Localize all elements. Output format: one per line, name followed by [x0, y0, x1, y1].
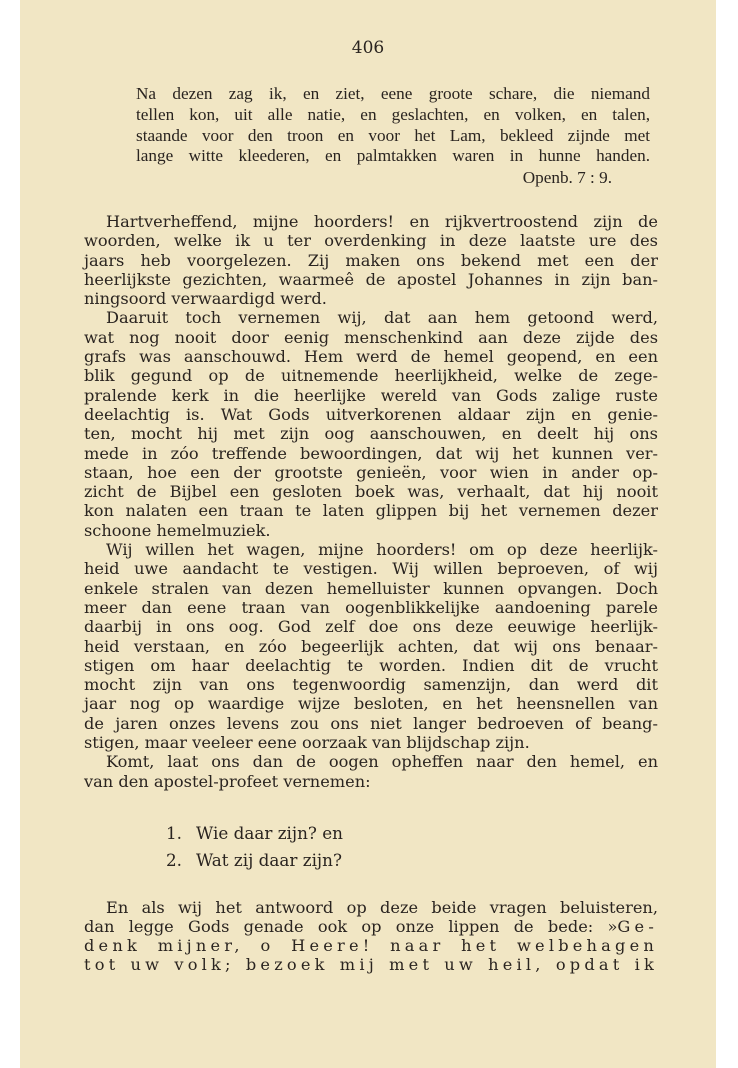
text-line: deelachtig is. Wat Gods uitverkorenen aldaar zijn en genie- — [84, 404, 658, 424]
text-line: stigen om haar deelachtig te worden. Indien dit de vrucht — [84, 655, 658, 675]
spacer — [84, 878, 658, 897]
text-line: meer dan eene traan van oogenblikkelijke aandoening parele — [84, 597, 658, 617]
text-line: Wij willen het wagen, mijne hoorders! om op deze heerlijk- — [106, 540, 658, 560]
text-line: En als wij het antwoord op deze beide vragen beluisteren, — [106, 897, 658, 917]
epigraph-line: lange witte kleederen, en palmtakken waren in hunne handen. — [136, 146, 650, 166]
text-line: enkele stralen van dezen hemelluister kunnen opvangen. Doch — [84, 578, 658, 598]
list-text: Wat zij daar zijn? — [196, 850, 342, 871]
text-line: ningsoord verwaardigd werd. — [84, 289, 327, 309]
list-number: 2. — [166, 850, 183, 871]
page-number: 406 — [351, 38, 385, 58]
text-line: heid uwe aandacht te vestigen. Wij willen beproeven, of wij — [84, 559, 658, 579]
text-line: woorden, welke ik u ter overdenking in deze laatste ure des — [84, 231, 658, 251]
text-fragment: dan legge Gods genade ook op onze lippen de bede: » — [84, 916, 618, 936]
sermon-body — [84, 212, 658, 975]
text-line: kon nalaten een traan te laten glippen bij het vernemen dezer — [84, 501, 658, 521]
epigraph-quote — [136, 84, 650, 167]
text-line: de jaren onzes levens zou ons niet langer bedroeven of beang- — [84, 713, 658, 733]
spacer — [84, 791, 658, 810]
text-line: jaar nog op waardige wijze besloten, en het heensnellen van — [84, 694, 658, 714]
text-line: Komt, laat ons dan de oogen opheffen naar den hemel, en — [106, 752, 658, 772]
text-line: mede in zóo treffende bewoordingen, dat wij het kunnen ver- — [84, 443, 658, 463]
text-line: mocht zijn van ons tegenwoordig samenzijn, dan werd dit — [84, 675, 658, 695]
question-list — [84, 820, 658, 874]
text-line: grafs was aanschouwd. Hem werd de hemel geopend, en een — [84, 347, 658, 367]
text-line: blik gegund op de uitnemende heerlijkheid, welke de zege- — [84, 366, 658, 386]
list-item — [166, 820, 658, 847]
paragraph-1 — [84, 212, 658, 308]
emphasized-text: Ge- — [617, 916, 658, 936]
text-line: staan, hoe een der grootste genieën, voor wien in ander op- — [84, 462, 658, 482]
text-line: Hartverheffend, mijne hoorders! en rijkvertroostend zijn de — [106, 212, 658, 231]
paragraph-2 — [84, 308, 658, 540]
text-line: pralende kerk in die heerlijke wereld van Gods zalige ruste — [84, 385, 658, 405]
text-line: stigen, maar veeleer eene oorzaak van blijdschap zijn. — [84, 733, 530, 753]
epigraph-line: Na dezen zag ik, en ziet, eene groote schare, die niemand — [136, 84, 650, 103]
emphasized-line: denk mijner, o Heere! naar het welbehagen — [84, 936, 658, 956]
text-line: heerlijkste gezichten, waarmeê de apostel Johannes in zijn ban- — [84, 269, 658, 289]
text-line: van den apostel-profeet vernemen: — [84, 771, 371, 791]
emphasized-line: tot uw volk; bezoek mij met uw heil, opdat ik — [84, 955, 658, 975]
book-page — [20, 0, 716, 1068]
text-line: zicht de Bijbel een gesloten boek was, verhaalt, dat hij nooit — [84, 482, 658, 502]
text-line: heid verstaan, en zóo begeerlijk achten, dat wij ons benaar- — [84, 636, 658, 656]
text-line: ten, mocht hij met zijn oog aanschouwen, en deelt hij ons — [84, 424, 658, 444]
text-line — [84, 917, 658, 936]
text-line: wat nog nooit door eenig menschenkind aan deze zijde des — [84, 327, 658, 347]
epigraph-line: tellen kon, uit alle natie, en geslachten, en volken, en talen, — [136, 104, 650, 124]
text-line: Daaruit toch vernemen wij, dat aan hem getoond werd, — [106, 308, 658, 328]
epigraph-line: staande voor den troon en voor het Lam, bekleed zijnde met — [136, 125, 650, 145]
paragraph-5 — [84, 898, 658, 975]
paragraph-3 — [84, 540, 658, 752]
text-line: jaars heb voorgelezen. Zij maken ons bekend met een der — [84, 250, 658, 270]
list-item — [166, 847, 658, 874]
paragraph-4 — [84, 752, 658, 791]
list-text: Wie daar zijn? en — [196, 823, 343, 844]
list-number: 1. — [166, 823, 183, 844]
text-line: daarbij in ons oog. God zelf doe ons deze eeuwige heerlijk- — [84, 617, 658, 637]
bible-reference: Openb. 7 : 9. — [522, 168, 612, 187]
text-line: schoone hemelmuziek. — [84, 520, 271, 540]
